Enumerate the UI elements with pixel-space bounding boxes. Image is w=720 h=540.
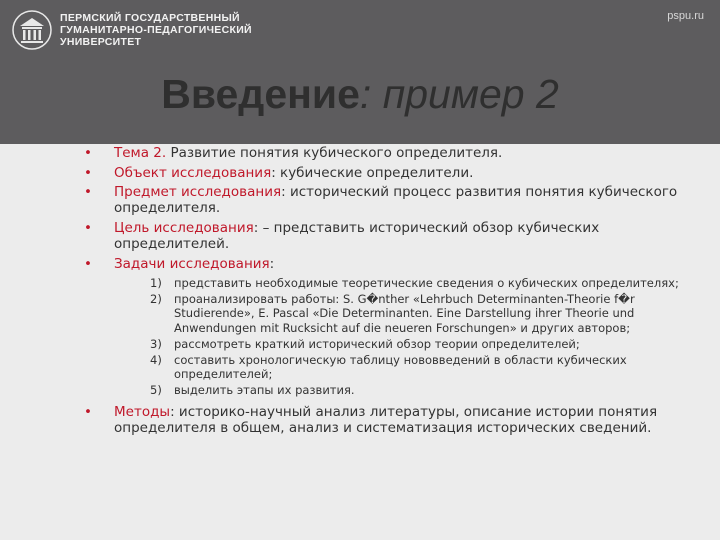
university-building-icon bbox=[12, 10, 52, 50]
task-item bbox=[150, 276, 684, 290]
item-text: : исторический процесс развития понятия кубического определителя. bbox=[114, 184, 678, 217]
slide-header bbox=[0, 0, 720, 144]
slide-content bbox=[84, 145, 684, 439]
bullet-icon: • bbox=[84, 164, 92, 181]
task-text: представить необходимые теоретические сведения о кубических определителях; bbox=[174, 275, 679, 290]
slide-title-rest: : пример 2 bbox=[359, 71, 559, 117]
task-item bbox=[150, 353, 684, 381]
university-name-line-2: ГУМАНИТАРНО-ПЕДАГОГИЧЕСКИЙ bbox=[60, 24, 252, 36]
list-item bbox=[84, 145, 684, 161]
task-text: выделить этапы их развития. bbox=[174, 383, 355, 398]
task-text: рассмотреть краткий исторический обзор теории определителей; bbox=[174, 336, 580, 351]
item-label: Цель исследования bbox=[114, 219, 254, 236]
task-text: составить хронологическую таблицу нововведений в области кубических определителей; bbox=[174, 353, 627, 382]
bullet-icon: • bbox=[84, 145, 92, 161]
bullet-icon: • bbox=[84, 219, 92, 236]
university-name bbox=[60, 12, 252, 48]
item-text: Развитие понятия кубического определителя. bbox=[166, 145, 503, 161]
university-name-line-1: ПЕРМСКИЙ ГОСУДАРСТВЕННЫЙ bbox=[60, 12, 240, 24]
university-name-line-3: УНИВЕРСИТЕТ bbox=[60, 36, 142, 48]
task-number: 1) bbox=[150, 275, 162, 290]
task-number: 3) bbox=[150, 336, 162, 351]
item-label: Задачи исследования bbox=[114, 255, 270, 272]
tasks-list bbox=[150, 276, 684, 398]
list-item bbox=[84, 220, 684, 252]
item-text: : историко-научный анализ литературы, описание истории понятия определителя в общем, анализ и систематизация исторических сведений. bbox=[114, 403, 658, 436]
task-item bbox=[150, 292, 684, 335]
task-text: проанализировать работы: S. G�nther «Lehrbuch Determinanten-Theorie f�r Studierende», E. Pascal «Die Determinanten. Eine Darstellung ihrer Theorie und Anwendungen mit Rucksicht auf die neueren Forschungen» и других авторов; bbox=[174, 292, 635, 335]
bullet-icon: • bbox=[84, 184, 92, 201]
item-text: : bbox=[269, 255, 275, 272]
item-label: Предмет исследования bbox=[114, 184, 282, 201]
site-link[interactable]: pspu.ru bbox=[667, 10, 704, 22]
task-item bbox=[150, 337, 684, 351]
item-text: : кубические определители. bbox=[271, 164, 474, 181]
list-item bbox=[84, 404, 684, 436]
task-number: 2) bbox=[150, 292, 162, 307]
list-item bbox=[84, 184, 684, 216]
list-item bbox=[84, 165, 684, 181]
item-label: Тема 2. bbox=[114, 145, 167, 161]
item-label: Методы bbox=[114, 403, 171, 420]
slide-title-main: Введение bbox=[161, 71, 360, 117]
task-number: 4) bbox=[150, 353, 162, 367]
item-label: Объект исследования bbox=[114, 164, 272, 181]
bullet-icon: • bbox=[84, 403, 92, 420]
item-text: : – представить исторический обзор кубических определителей. bbox=[114, 219, 600, 253]
task-item bbox=[150, 383, 684, 397]
bullet-icon: • bbox=[84, 255, 92, 272]
task-number: 5) bbox=[150, 383, 162, 398]
list-item bbox=[84, 256, 684, 398]
slide-title bbox=[0, 70, 720, 118]
